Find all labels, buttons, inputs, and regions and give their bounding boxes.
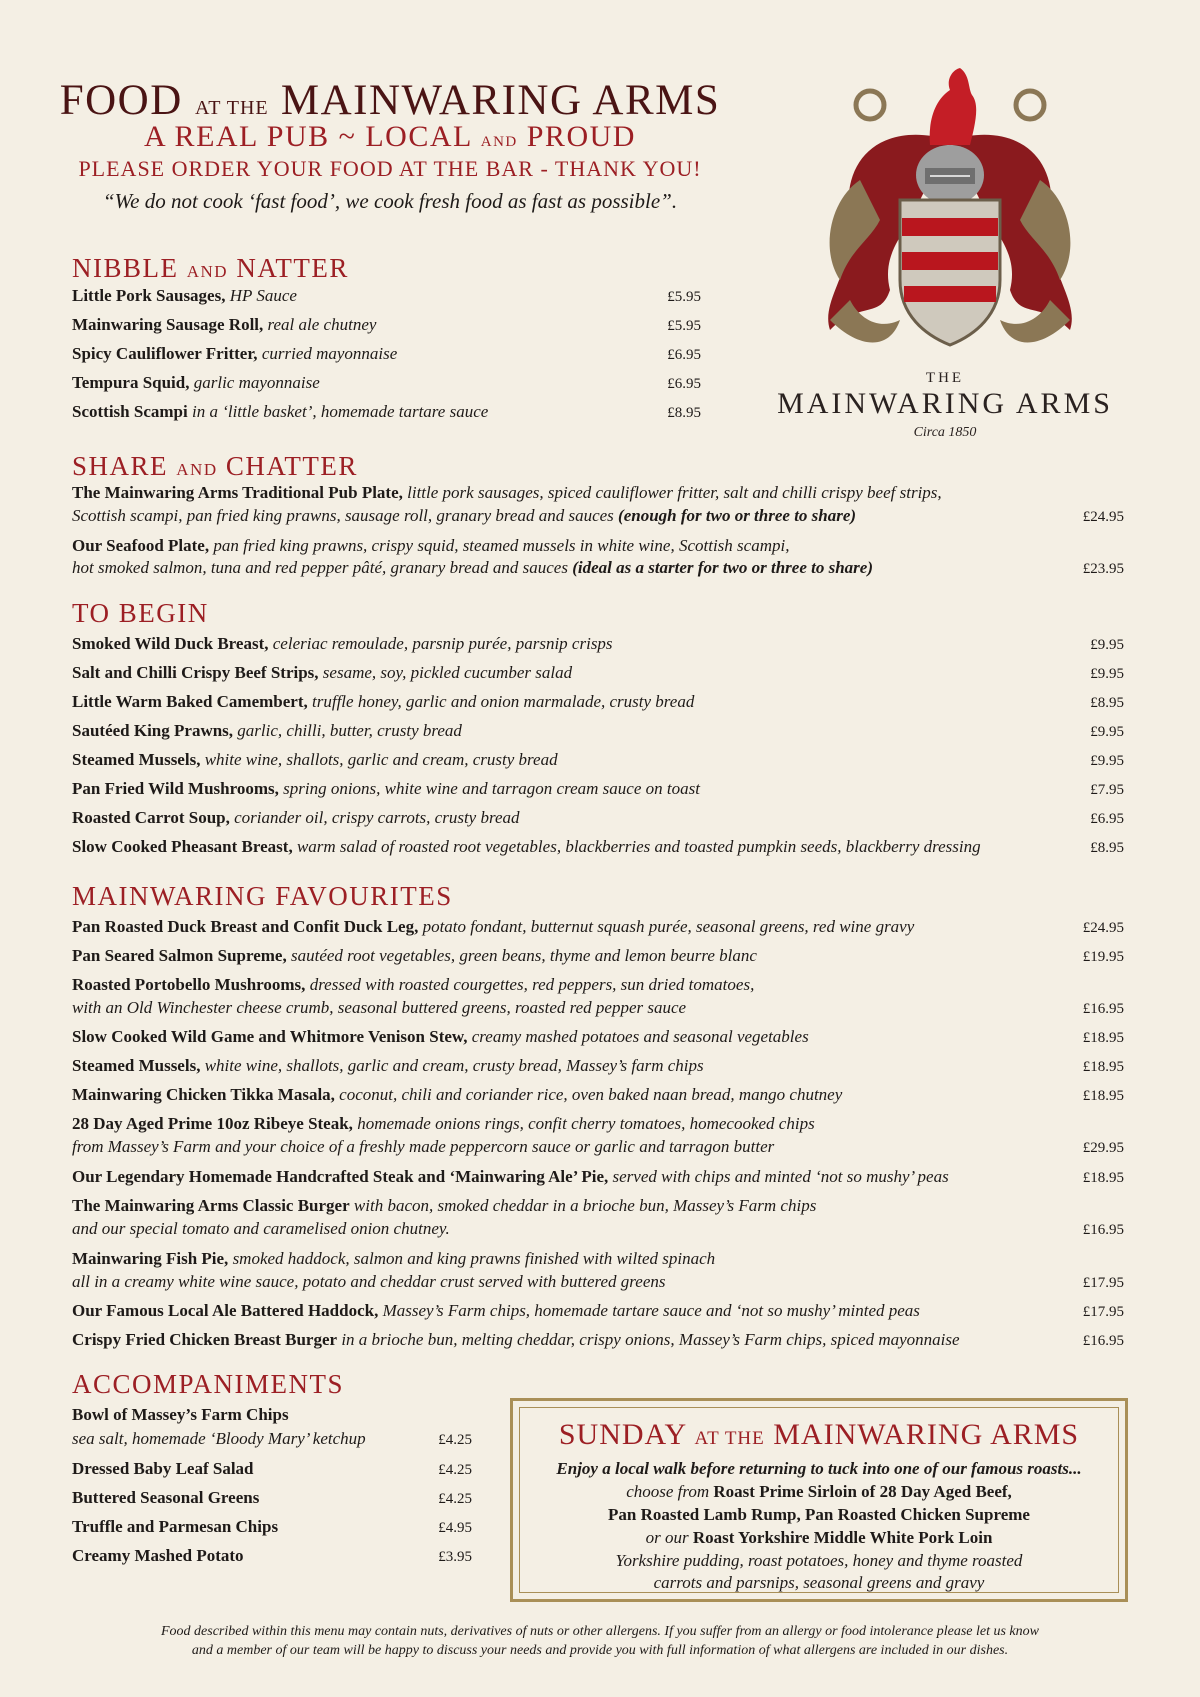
title-food: FOOD bbox=[59, 77, 183, 124]
item-desc: homemade onions rings, confit cherry tomatoes, homecooked chips bbox=[357, 1114, 815, 1133]
item-note: (enough for two or three to share) bbox=[618, 506, 857, 525]
logo-the: THE bbox=[925, 370, 965, 386]
logo-circa: Circa 1850 bbox=[913, 425, 977, 440]
item-price: £9.95 bbox=[1090, 666, 1124, 682]
item-name: Pan Roasted Duck Breast and Confit Duck Leg, bbox=[72, 917, 419, 936]
item-desc: white wine, shallots, garlic and cream, crusty bread bbox=[204, 750, 558, 769]
menu-item-line2 bbox=[72, 1137, 774, 1157]
item-name: Dressed Baby Leaf Salad bbox=[72, 1459, 254, 1478]
item-name: Slow Cooked Wild Game and Whitmore Venison Stew, bbox=[72, 1027, 468, 1046]
item-name: The Mainwaring Arms Traditional Pub Plate, bbox=[72, 483, 403, 502]
menu-item bbox=[72, 808, 520, 828]
item-price: £24.95 bbox=[1082, 509, 1124, 525]
item-price: £18.95 bbox=[1082, 1170, 1124, 1186]
item-price: £6.95 bbox=[667, 376, 701, 392]
item-desc: curried mayonnaise bbox=[261, 344, 398, 363]
title-and: AND bbox=[176, 460, 218, 479]
title-at-the: AT THE bbox=[195, 97, 269, 119]
item-note: (ideal as a starter for two or three to share) bbox=[572, 558, 873, 577]
sunday-roast-pork: Roast Yorkshire Middle White Pork Loin bbox=[692, 1528, 993, 1547]
item-desc: sautéed root vegetables, green beans, thyme and lemon beurre blanc bbox=[290, 946, 757, 965]
menu-item bbox=[72, 721, 462, 741]
sunday-intro: Enjoy a local walk before returning to tuck into one of our famous roasts... bbox=[556, 1459, 1082, 1478]
item-name: Mainwaring Fish Pie, bbox=[72, 1249, 229, 1268]
item-price: £3.95 bbox=[438, 1549, 472, 1565]
item-price: £18.95 bbox=[1082, 1088, 1124, 1104]
item-desc: hot smoked salmon, tuna and red pepper pâté, granary bread and sauces bbox=[72, 558, 568, 577]
order-at-bar-notice: PLEASE ORDER YOUR FOOD AT THE BAR - THANK YOU! bbox=[78, 156, 702, 181]
sunday-or-our: or our bbox=[645, 1528, 689, 1547]
menu-item-line2 bbox=[72, 1219, 450, 1239]
item-name: Truffle and Parmesan Chips bbox=[72, 1517, 279, 1536]
item-desc: sea salt, homemade ‘Bloody Mary’ ketchup bbox=[72, 1429, 366, 1448]
item-name: 28 Day Aged Prime 10oz Ribeye Steak, bbox=[72, 1114, 353, 1133]
item-desc: celeriac remoulade, parsnip purée, parsnip crisps bbox=[272, 634, 613, 653]
section-title-begin: TO BEGIN bbox=[72, 598, 209, 628]
item-desc: potato fondant, butternut squash purée, seasonal greens, red wine gravy bbox=[422, 917, 915, 936]
title-word: SUNDAY bbox=[558, 1418, 687, 1451]
subtitle-and: AND bbox=[480, 134, 518, 150]
menu-item-line2 bbox=[72, 558, 873, 578]
item-desc: with an Old Winchester cheese crumb, seasonal buttered greens, roasted red pepper sauce bbox=[72, 998, 687, 1017]
item-desc: real ale chutney bbox=[267, 315, 377, 334]
item-price: £6.95 bbox=[667, 347, 701, 363]
menu-item-line2 bbox=[72, 1429, 366, 1449]
item-price: £4.25 bbox=[438, 1462, 472, 1478]
section-title-nibble bbox=[72, 253, 349, 284]
menu-item bbox=[72, 1056, 704, 1076]
item-price: £7.95 bbox=[1090, 782, 1124, 798]
menu-item bbox=[72, 1027, 809, 1047]
item-desc: HP Sauce bbox=[229, 286, 297, 305]
menu-item bbox=[72, 483, 942, 503]
item-desc: in a ‘little basket’, homemade tartare sauce bbox=[191, 402, 489, 421]
item-price: £19.95 bbox=[1082, 949, 1124, 965]
item-name: Little Pork Sausages, bbox=[72, 286, 226, 305]
item-name: Our Seafood Plate, bbox=[72, 536, 210, 555]
sunday-roast-box bbox=[510, 1398, 1128, 1602]
menu-item bbox=[72, 634, 613, 654]
item-name: Buttered Seasonal Greens bbox=[72, 1488, 260, 1507]
item-name: Scottish Scampi bbox=[72, 402, 188, 421]
item-price: £8.95 bbox=[1090, 695, 1124, 711]
menu-item bbox=[72, 1249, 715, 1269]
item-name: The Mainwaring Arms Classic Burger bbox=[72, 1196, 350, 1215]
item-price: £5.95 bbox=[667, 318, 701, 334]
item-desc: garlic, chilli, butter, crusty bread bbox=[237, 721, 462, 740]
sunday-line bbox=[520, 1527, 1118, 1549]
item-desc: served with chips and minted ‘not so mushy’ peas bbox=[612, 1167, 949, 1186]
item-price: £23.95 bbox=[1082, 561, 1124, 577]
title-at-the: AT THE bbox=[694, 1428, 765, 1449]
item-desc: and our special tomato and caramelised onion chutney. bbox=[72, 1219, 450, 1238]
title-word: SHARE bbox=[72, 451, 169, 481]
item-desc: warm salad of roasted root vegetables, blackberries and toasted pumpkin seeds, blackberry dressing bbox=[296, 837, 981, 856]
title-word: NATTER bbox=[236, 253, 349, 283]
menu-item bbox=[72, 663, 572, 683]
menu-item bbox=[72, 1196, 816, 1216]
item-desc: coconut, chili and coriander rice, oven baked naan bread, mango chutney bbox=[339, 1085, 843, 1104]
item-name: Sautéed King Prawns, bbox=[72, 721, 234, 740]
item-desc: spring onions, white wine and tarragon cream sauce on toast bbox=[283, 779, 700, 798]
item-name: Little Warm Baked Camembert, bbox=[72, 692, 308, 711]
menu-item-line2 bbox=[72, 998, 686, 1018]
section-title-accompaniments: ACCOMPANIMENTS bbox=[72, 1369, 345, 1399]
item-price: £18.95 bbox=[1082, 1030, 1124, 1046]
section-title-favourites: MAINWARING FAVOURITES bbox=[72, 881, 453, 911]
menu-subtitle bbox=[40, 120, 740, 154]
item-price: £24.95 bbox=[1082, 920, 1124, 936]
item-name: Pan Seared Salmon Supreme, bbox=[72, 946, 287, 965]
item-desc: truffle honey, garlic and onion marmalade, crusty bread bbox=[312, 692, 695, 711]
item-name: Bowl of Massey’s Farm Chips bbox=[72, 1405, 289, 1424]
menu-item bbox=[72, 1301, 920, 1321]
item-desc: little pork sausages, spiced cauliflower fritter, salt and chilli crispy beef strips, bbox=[407, 483, 942, 502]
menu-item bbox=[72, 402, 488, 422]
item-price: £29.95 bbox=[1082, 1140, 1124, 1156]
item-price: £16.95 bbox=[1082, 1333, 1124, 1349]
subtitle-part-c: PROUD bbox=[526, 120, 636, 153]
item-name: Roasted Carrot Soup, bbox=[72, 808, 230, 827]
sunday-box-inner-border bbox=[519, 1407, 1119, 1593]
menu-item bbox=[72, 1085, 842, 1105]
sunday-title bbox=[520, 1418, 1118, 1452]
menu-item bbox=[72, 315, 376, 335]
pub-logo-text bbox=[760, 370, 1130, 441]
logo-pub-name: MAINWARING ARMS bbox=[777, 387, 1113, 420]
item-price: £4.25 bbox=[438, 1432, 472, 1448]
item-price: £8.95 bbox=[1090, 840, 1124, 856]
title-word: CHATTER bbox=[225, 451, 358, 481]
tagline: “We do not cook ‘fast food’, we cook fresh food as fast as possible”. bbox=[102, 189, 678, 213]
item-desc: smoked haddock, salmon and king prawns finished with wilted spinach bbox=[232, 1249, 716, 1268]
menu-item bbox=[72, 1405, 289, 1425]
item-name: Salt and Chilli Crispy Beef Strips, bbox=[72, 663, 319, 682]
menu-item bbox=[72, 837, 981, 857]
item-desc: with bacon, smoked cheddar in a brioche bun, Massey’s Farm chips bbox=[353, 1196, 817, 1215]
item-desc: Massey’s Farm chips, homemade tartare sauce and ‘not so mushy’ minted peas bbox=[382, 1301, 920, 1320]
menu-item bbox=[72, 1114, 815, 1134]
item-name: Our Famous Local Ale Battered Haddock, bbox=[72, 1301, 379, 1320]
item-desc: from Massey’s Farm and your choice of a freshly made peppercorn sauce or garlic and tarragon butter bbox=[72, 1137, 775, 1156]
item-name: Mainwaring Sausage Roll, bbox=[72, 315, 264, 334]
item-price: £4.25 bbox=[438, 1491, 472, 1507]
menu-item bbox=[72, 1517, 278, 1537]
section-title-share bbox=[72, 451, 358, 482]
item-price: £9.95 bbox=[1090, 637, 1124, 653]
item-price: £16.95 bbox=[1082, 1222, 1124, 1238]
item-desc: pan fried king prawns, crispy squid, steamed mussels in white wine, Scottish scampi, bbox=[213, 536, 790, 555]
item-name: Our Legendary Homemade Handcrafted Steak and ‘Mainwaring Ale’ Pie, bbox=[72, 1167, 609, 1186]
allergen-notice-line1: Food described within this menu may contain nuts, derivatives of nuts or other allergens. If you suffer from an allergy or food intolerance please let us know bbox=[160, 1624, 1039, 1639]
item-name: Creamy Mashed Potato bbox=[72, 1546, 244, 1565]
menu-item bbox=[72, 1488, 259, 1508]
title-and: AND bbox=[186, 262, 229, 281]
item-price: £4.95 bbox=[438, 1520, 472, 1536]
sunday-sides: Yorkshire pudding, roast potatoes, honey and thyme roasted bbox=[615, 1551, 1023, 1570]
menu-item bbox=[72, 946, 757, 966]
item-name: Steamed Mussels, bbox=[72, 750, 201, 769]
title-word: NIBBLE bbox=[72, 253, 179, 283]
menu-item bbox=[72, 344, 397, 364]
item-price: £8.95 bbox=[667, 405, 701, 421]
sunday-roast-lamb-chicken: Pan Roasted Lamb Rump, Pan Roasted Chicken Supreme bbox=[608, 1505, 1030, 1524]
sunday-roast-beef: Roast Prime Sirloin of 28 Day Aged Beef, bbox=[713, 1482, 1012, 1501]
item-desc: in a brioche bun, melting cheddar, crispy onions, Massey’s Farm chips, spiced mayonnaise bbox=[341, 1330, 960, 1349]
item-name: Spicy Cauliflower Fritter, bbox=[72, 344, 258, 363]
menu-item bbox=[72, 1546, 244, 1566]
menu-item-line2 bbox=[72, 1272, 665, 1292]
item-name: Steamed Mussels, bbox=[72, 1056, 201, 1075]
menu-item bbox=[72, 536, 789, 556]
item-desc: white wine, shallots, garlic and cream, crusty bread, Massey’s farm chips bbox=[204, 1056, 704, 1075]
sunday-choose-from: choose from bbox=[626, 1482, 710, 1501]
sunday-sides-2: carrots and parsnips, seasonal greens and gravy bbox=[653, 1573, 985, 1592]
menu-item-line2 bbox=[72, 506, 856, 526]
menu-item bbox=[72, 975, 754, 995]
title-word: MAINWARING ARMS bbox=[773, 1418, 1080, 1451]
item-price: £9.95 bbox=[1090, 753, 1124, 769]
allergen-notice bbox=[40, 1622, 1160, 1660]
menu-item bbox=[72, 1330, 960, 1350]
menu-item bbox=[72, 286, 297, 306]
item-name: Smoked Wild Duck Breast, bbox=[72, 634, 269, 653]
sunday-line bbox=[520, 1481, 1118, 1503]
item-price: £17.95 bbox=[1082, 1304, 1124, 1320]
item-price: £9.95 bbox=[1090, 724, 1124, 740]
item-price: £5.95 bbox=[667, 289, 701, 305]
item-name: Slow Cooked Pheasant Breast, bbox=[72, 837, 293, 856]
menu-item bbox=[72, 692, 694, 712]
item-desc: coriander oil, crispy carrots, crusty bread bbox=[234, 808, 520, 827]
menu-item bbox=[72, 779, 700, 799]
menu-item bbox=[72, 373, 320, 393]
menu-item bbox=[72, 750, 558, 770]
menu-item bbox=[72, 1459, 254, 1479]
item-name: Tempura Squid, bbox=[72, 373, 190, 392]
item-desc: dressed with roasted courgettes, red peppers, sun dried tomatoes, bbox=[309, 975, 755, 994]
item-name: Pan Fried Wild Mushrooms, bbox=[72, 779, 279, 798]
item-name: Mainwaring Chicken Tikka Masala, bbox=[72, 1085, 335, 1104]
item-price: £6.95 bbox=[1090, 811, 1124, 827]
item-desc: sesame, soy, pickled cucumber salad bbox=[322, 663, 573, 682]
item-price: £18.95 bbox=[1082, 1059, 1124, 1075]
allergen-notice-line2: and a member of our team will be happy to discuss your needs and provide you with full information of what allergens are included in our dishes. bbox=[191, 1643, 1009, 1658]
title-pub-name: MAINWARING ARMS bbox=[280, 77, 721, 124]
item-name: Crispy Fried Chicken Breast Burger bbox=[72, 1330, 338, 1349]
item-desc: Scottish scampi, pan fried king prawns, sausage roll, granary bread and sauces bbox=[72, 506, 614, 525]
item-desc: creamy mashed potatoes and seasonal vegetables bbox=[471, 1027, 809, 1046]
item-desc: garlic mayonnaise bbox=[193, 373, 320, 392]
subtitle-part-a: A REAL PUB ~ LOCAL bbox=[144, 120, 472, 153]
menu-item bbox=[72, 1167, 949, 1187]
item-price: £16.95 bbox=[1082, 1001, 1124, 1017]
item-name: Roasted Portobello Mushrooms, bbox=[72, 975, 306, 994]
item-price: £17.95 bbox=[1082, 1275, 1124, 1291]
menu-item bbox=[72, 917, 914, 937]
item-desc: all in a creamy white wine sauce, potato and cheddar crust served with buttered greens bbox=[72, 1272, 666, 1291]
